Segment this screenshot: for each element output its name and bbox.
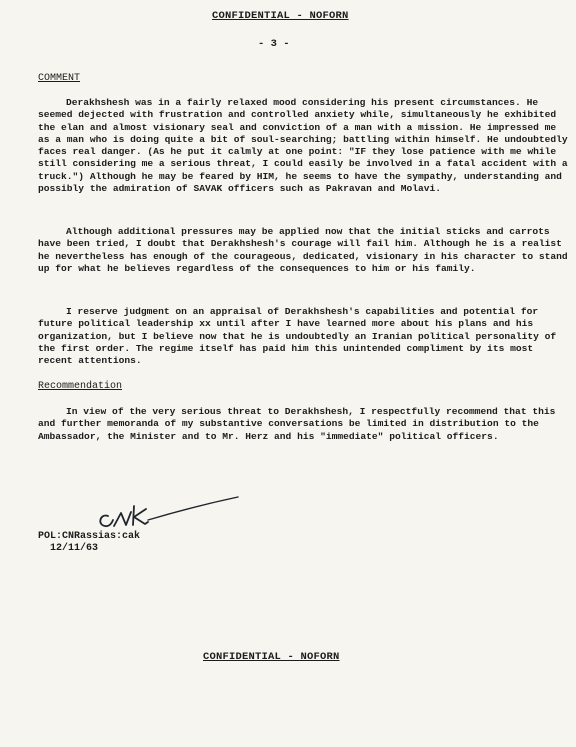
comment-paragraph-1: Derakhshesh was in a fairly relaxed mood considering his present circumstances. He seemed dejected with frustration and controlled anxiety while, simultaneously he exhibited the elan and almost visionary seal and conviction of a man with a mission. He impressed me as a man who is doing quite a bit of soul-searching; battling within himself. He undoubtedly faces real danger. (As he put it calmly at one point: "IF they lose patience with me while still considering me a serious threat, I could easily be involved in a fatal accident with a truck.") Although he may be feared by HIM, he seems to have the sympathy, understanding and possibly the admiration of SAVAK officers such as Pakravan and Molavi. xyxy=(38,97,568,195)
recommendation-heading: Recommendation xyxy=(38,381,123,392)
office-initials: POL:CNRassias:cak xyxy=(38,531,141,542)
handwritten-signature xyxy=(90,492,250,532)
document-date: 12/11/63 xyxy=(50,543,99,554)
comment-paragraph-2: Although additional pressures may be applied now that the initial sticks and carrots have been tried, I doubt that Derakhshesh's courage will fail him. Although he is a realist he nevertheless has enough of the courageous, dedicated, visionary in his character to stand up for what he believes regardless of the consequences to him or his family. xyxy=(38,226,568,274)
comment-heading: COMMENT xyxy=(38,73,81,84)
classification-header: CONFIDENTIAL - NOFORN xyxy=(212,10,349,22)
page-number: - 3 - xyxy=(258,38,290,50)
comment-paragraph-3: I reserve judgment on an appraisal of Derakhshesh's capabilities and potential for future political leadership xx until after I have learned more about his plans and his organization, but I believe now that he is undoubtedly an Iranian political personality of the first order. The regime itself has paid him this unintended compliment by its most recent attentions. xyxy=(38,306,557,367)
recommendation-paragraph: In view of the very serious threat to Derakhshesh, I respectfully recommend that this and further memoranda of my substantive conversations be limited in distribution to the Ambassador, the Minister and to Mr. Herz and his "immediate" political officers. xyxy=(38,406,556,442)
classification-footer: CONFIDENTIAL - NOFORN xyxy=(203,651,340,663)
